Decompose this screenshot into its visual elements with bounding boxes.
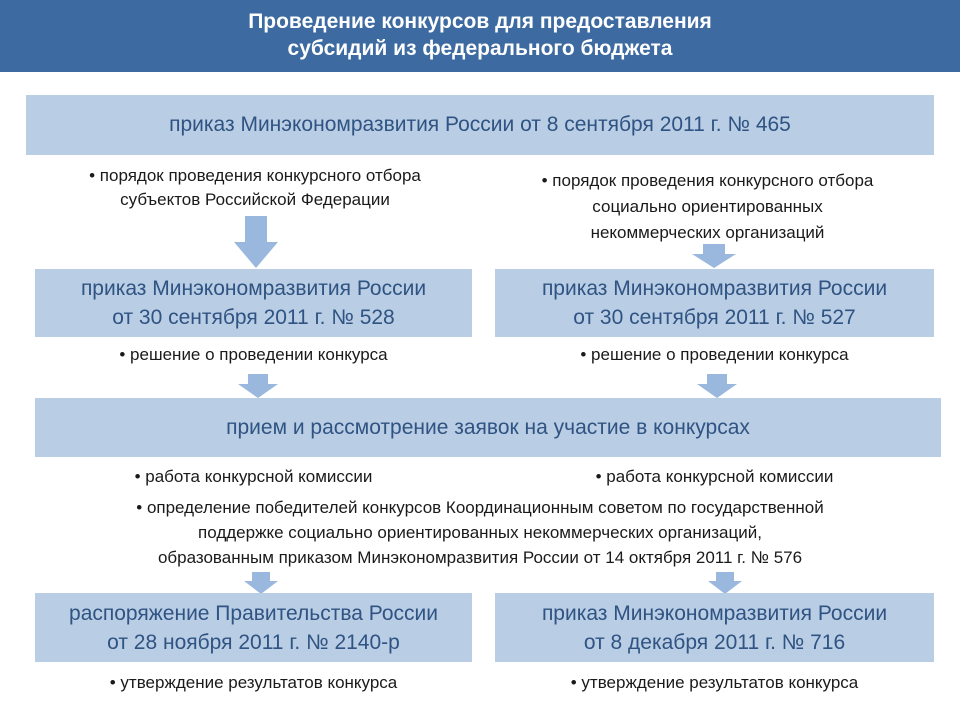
title-line-2: субсидий из федерального бюджета [287, 37, 673, 60]
decree-2140-line-2: от 28 ноября 2011 г. № 2140-р [107, 631, 400, 654]
left-procedure-line-2: субъектов Российской Федерации [120, 190, 390, 209]
title-line-1: Проведение конкурсов для предоставления [248, 10, 712, 33]
order-465-text: приказ Минэкономразвития России от 8 сентября 2011 г. № 465 [169, 113, 791, 136]
right-commission-bullet [495, 465, 934, 489]
right-procedure-line-3: некоммерческих организаций [590, 223, 825, 242]
left-procedure-line-1: • порядок проведения конкурсного отбора [89, 166, 421, 185]
left-procedure-bullet [30, 164, 480, 212]
decree-2140-line-1: распоряжение Правительства России [69, 602, 438, 625]
winners-determination-bullet [20, 495, 940, 570]
order-527-box [495, 269, 934, 337]
right-procedure-line-2: социально ориентированных [592, 197, 823, 216]
right-procedure-bullet [480, 168, 935, 246]
order-528-box [35, 269, 472, 337]
decree-2140-box [35, 593, 472, 662]
right-approval-bullet [495, 671, 934, 695]
left-commission-bullet [35, 465, 472, 489]
down-arrow-icon [238, 374, 278, 398]
winners-line-2: поддержке социально ориентированных некоммерческих организаций, [198, 523, 762, 542]
right-commission-text: • работа конкурсной комиссии [595, 467, 834, 486]
down-arrow-icon [697, 374, 737, 398]
left-approval-text: • утверждение результатов конкурса [109, 673, 398, 692]
left-decision-text: • решение о проведении конкурса [119, 345, 388, 364]
order-528-line-2: от 30 сентября 2011 г. № 528 [112, 306, 395, 329]
order-528-line-1: приказ Минэкономразвития России [80, 277, 427, 300]
winners-line-1: • определение победителей конкурсов Координационным советом по государственной [136, 498, 824, 517]
order-716-box [495, 593, 934, 662]
down-arrow-icon [708, 572, 742, 594]
order-527-line-2: от 30 сентября 2011 г. № 527 [573, 306, 856, 329]
order-716-line-1: приказ Минэкономразвития России [541, 602, 888, 625]
applications-review-text: прием и рассмотрение заявок на участие в конкурсах [226, 416, 750, 439]
order-716-line-2: от 8 декабря 2011 г. № 716 [583, 631, 846, 654]
applications-review-box [35, 398, 941, 457]
left-commission-text: • работа конкурсной комиссии [134, 467, 373, 486]
right-procedure-line-1: • порядок проведения конкурсного отбора [541, 171, 874, 190]
winners-line-3: образованным приказом Минэкономразвития России от 14 октября 2011 г. № 576 [157, 548, 803, 567]
down-arrow-icon [244, 572, 278, 594]
title-banner [0, 0, 960, 72]
order-465-box [26, 95, 934, 155]
down-arrow-icon [234, 216, 278, 268]
right-approval-text: • утверждение результатов конкурса [570, 673, 859, 692]
left-approval-bullet [35, 671, 472, 695]
left-decision-bullet [35, 343, 472, 367]
right-decision-text: • решение о проведении конкурса [580, 345, 849, 364]
down-arrow-icon [692, 244, 736, 268]
right-decision-bullet [495, 343, 934, 367]
order-527-line-1: приказ Минэкономразвития России [541, 277, 888, 300]
